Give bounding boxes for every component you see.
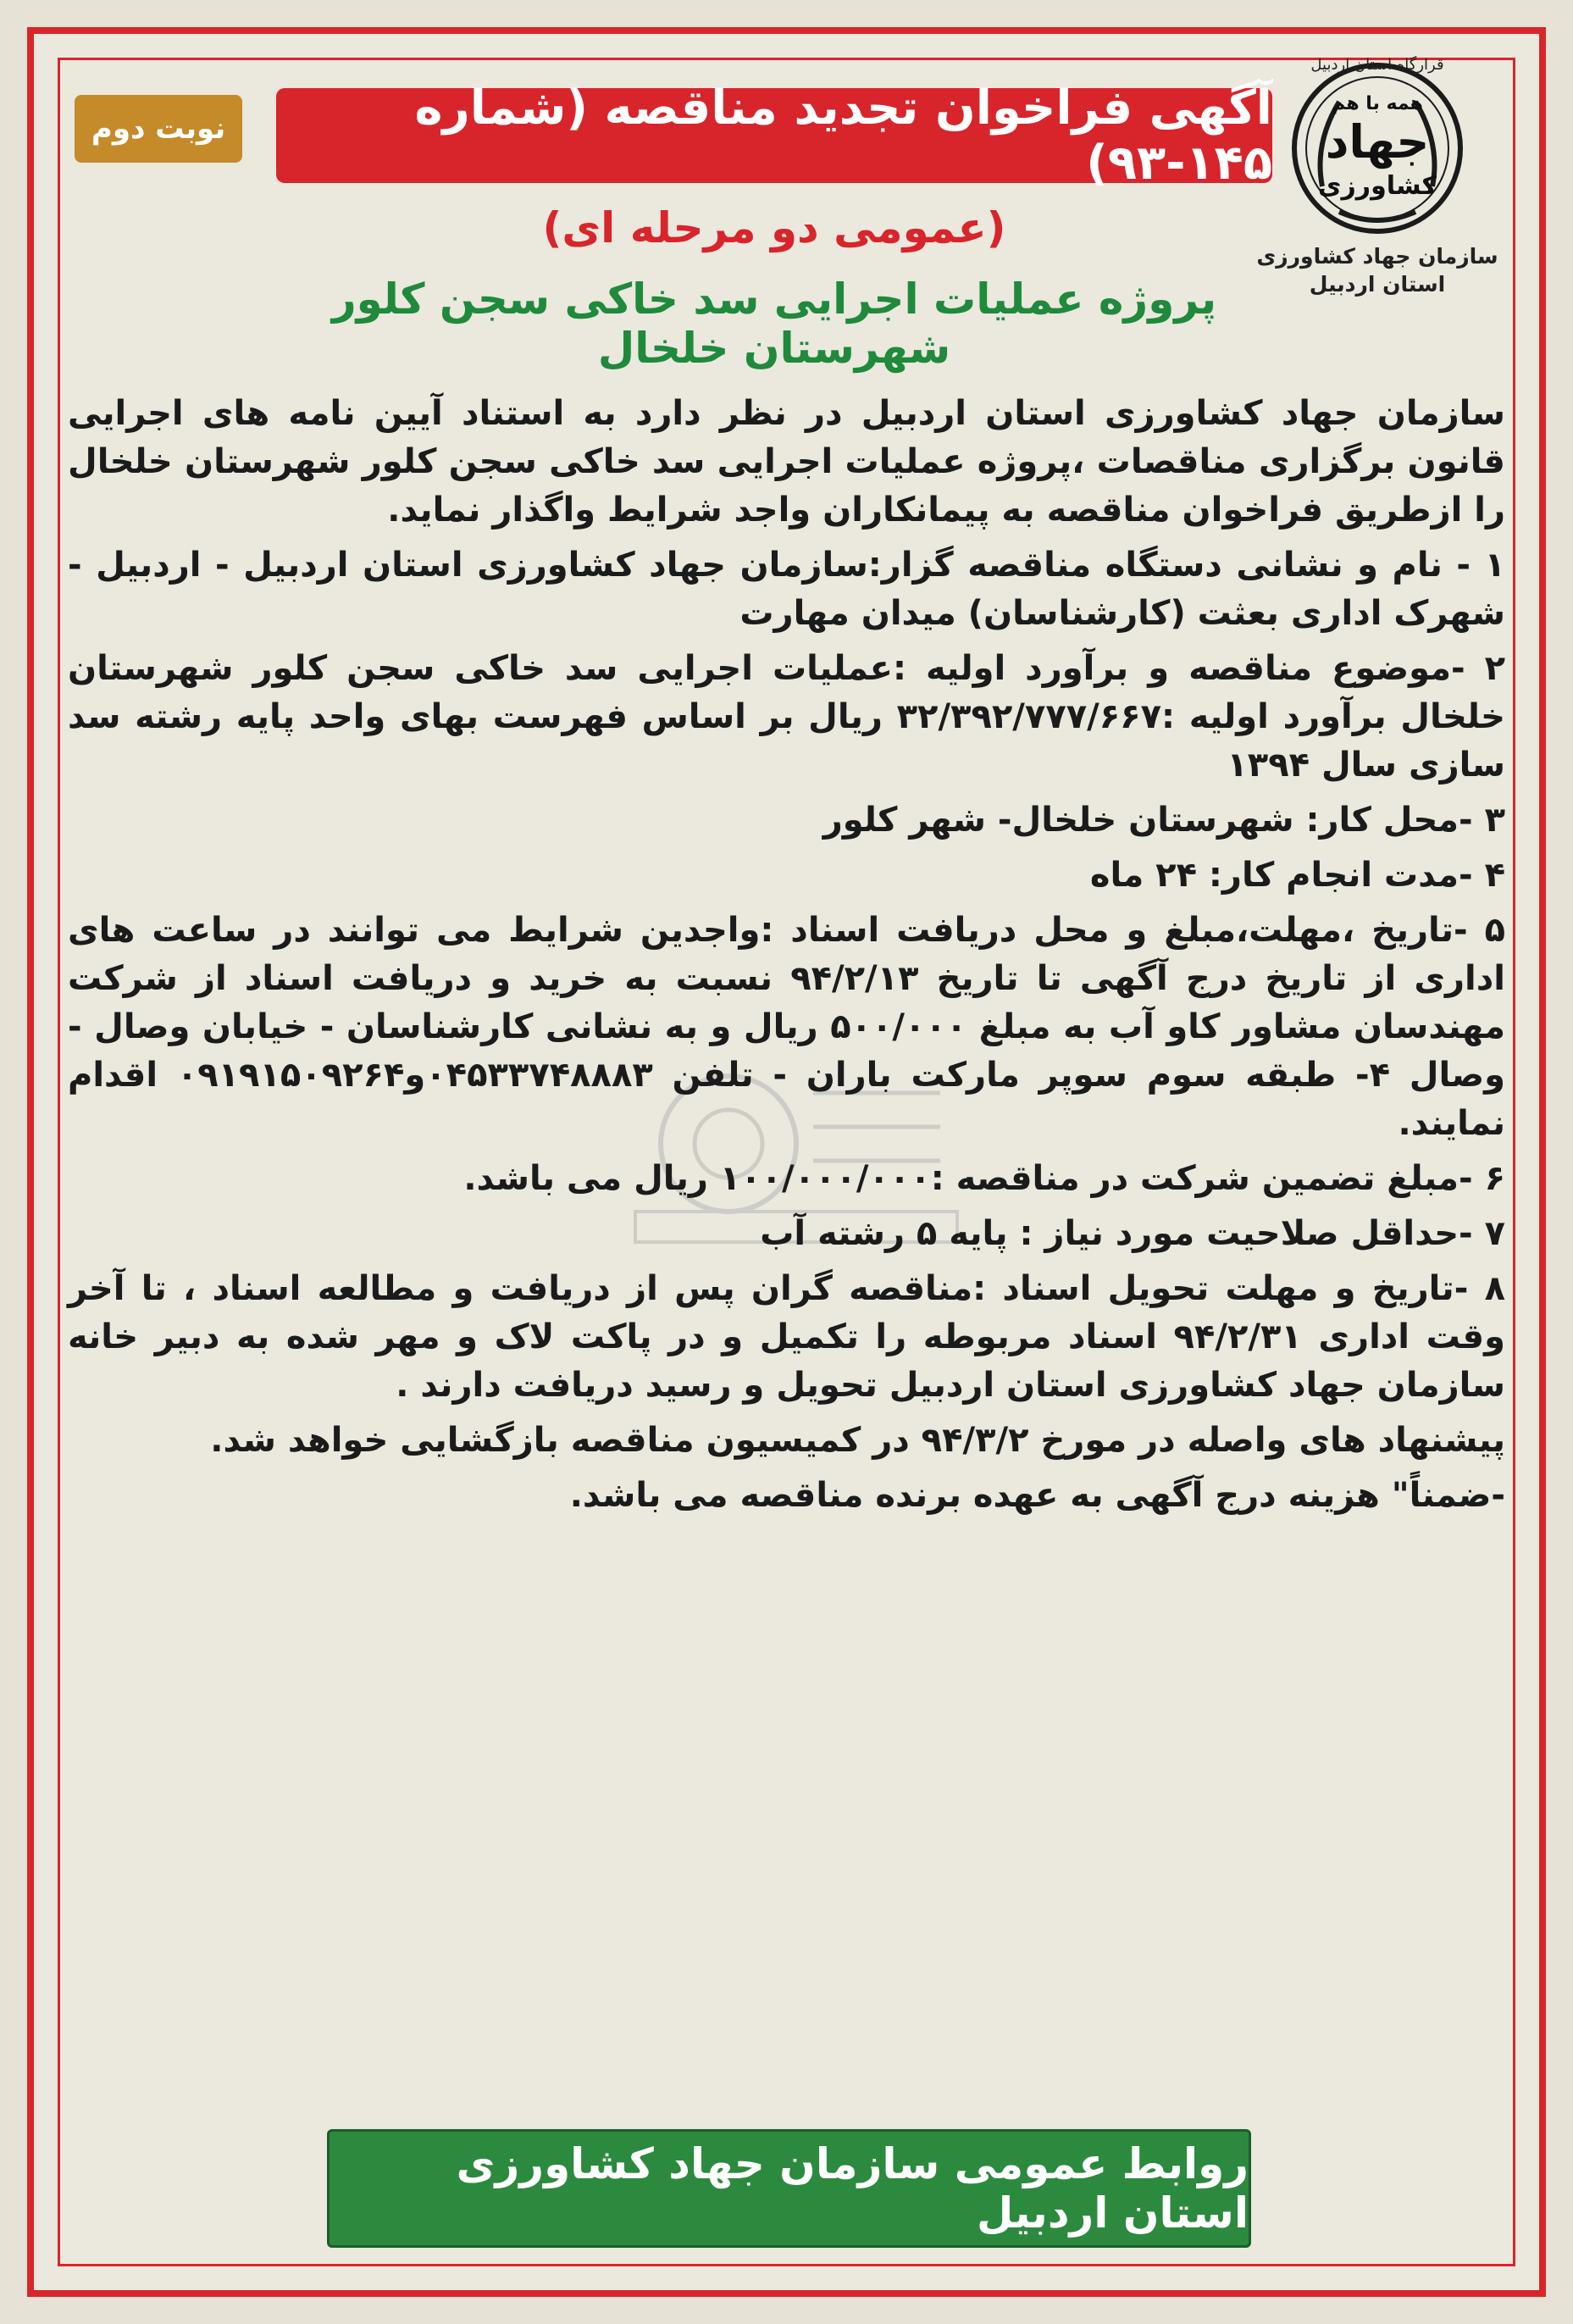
logo-sub-text: کشاورزی (1318, 171, 1437, 201)
item-6: ۶ -مبلغ تضمین شرکت در مناقصه :۱۰۰/۰۰۰/۰۰۰ ریال می باشد. (463, 1159, 1505, 1198)
item-3: ۳ -محل کار: شهرستان خلخال- شهر کلور (823, 801, 1505, 840)
public-relations-footer: روابط عمومی سازمان جهاد کشاورزی استان اردبیل (327, 2129, 1251, 2248)
item-5: ۵ -تاریخ ،مهلت،مبلغ و محل دریافت اسناد :واجدین شرایط می توانند در ساعت های اداری از تاریخ درج آگهی تا تاریخ ۹۴/۲/۱۳ نسبت به خرید و دریافت اسناد از شرکت مهندسان مشاور کاو آب به مبلغ ۵۰۰/۰۰۰ ریال و به نشانی کارشناسان - خیابان وصال - وصال ۴- طبقه سوم سوپر مارکت باران - تلفن ۰۴۵۳۳۷۴۸۸۸۳و۰۹۱۹۱۵۰۹۲۶۴ اقدام نمایند. (68, 911, 1506, 1143)
logo-top-text: همه با هم (1332, 93, 1423, 114)
logo-arc-text: قرارگاه استان اردبیل (1310, 56, 1444, 74)
intro-paragraph: سازمان جهاد کشاورزی استان اردبیل در نظر دارد به استناد آیین نامه های اجرایی قانون برگزاری مناقصات ،پروژه عملیات اجرایی سد خاکی سجن کلور شهرستان خلخال را ازطریق فراخوان مناقصه به پیمانکاران واجد شرایط واگذار نماید. (68, 394, 1505, 530)
notice-body (68, 390, 1505, 1527)
turn-badge: نوبت دوم (75, 95, 242, 163)
notice-title: آگهی فراخوان تجدید مناقصه (شماره ۱۴۵-۹۳) (276, 88, 1272, 183)
opening-note: پیشنهاد های واصله در مورخ ۹۴/۳/۲ در کمیسیون مناقصه بازگشایی خواهد شد. (210, 1421, 1505, 1460)
organization-name: سازمان جهاد کشاورزی (1256, 244, 1498, 269)
item-2: ۲ -موضوع مناقصه و برآورد اولیه :عملیات اجرایی سد خاکی سجن کلور شهرستان خلخال برآورد اولیه :۳۲/۳۹۲/۷۷۷/۶۶۷ ریال بر اساس فهرست بهای واحد پایه رشته سد سازی سال ۱۳۹۴ (68, 649, 1505, 785)
logo-main-text: جهاد (1325, 115, 1430, 169)
notice-subtitle: (عمومی دو مرحله ای) (542, 203, 1006, 252)
logo-badge (1288, 56, 1466, 237)
organization-province: استان اردبیل (1309, 272, 1446, 297)
item-4: ۴ -مدت انجام کار: ۲۴ ماه (1089, 856, 1505, 895)
project-title: پروژه عملیات اجرایی سد خاکی سجن کلور شهرستان خلخال (331, 275, 1217, 373)
item-1: ۱ - نام و نشانی دستگاه مناقصه گزار:سازمان جهاد کشاورزی استان اردبیل - اردبیل - شهرک اداری بعثت (کارشناسان) میدان مهارت (68, 546, 1505, 633)
cost-note: -ضمناً" هزینه درج آگهی به عهده برنده مناقصه می باشد. (569, 1476, 1505, 1515)
item-7: ۷ -حداقل صلاحیت مورد نیاز : پایه ۵ رشته آب (760, 1214, 1505, 1253)
item-8: ۸ -تاریخ و مهلت تحویل اسناد :مناقصه گران پس از دریافت و مطالعه اسناد ، تا آخر وقت اداری ۹۴/۲/۳۱ اسناد مربوطه را تکمیل و در پاکت لاک و مهر شده به دبیر خانه سازمان جهاد کشاورزی استان اردبیل تحویل و رسید دریافت دارند . (68, 1269, 1505, 1405)
organization-logo (1255, 56, 1500, 297)
